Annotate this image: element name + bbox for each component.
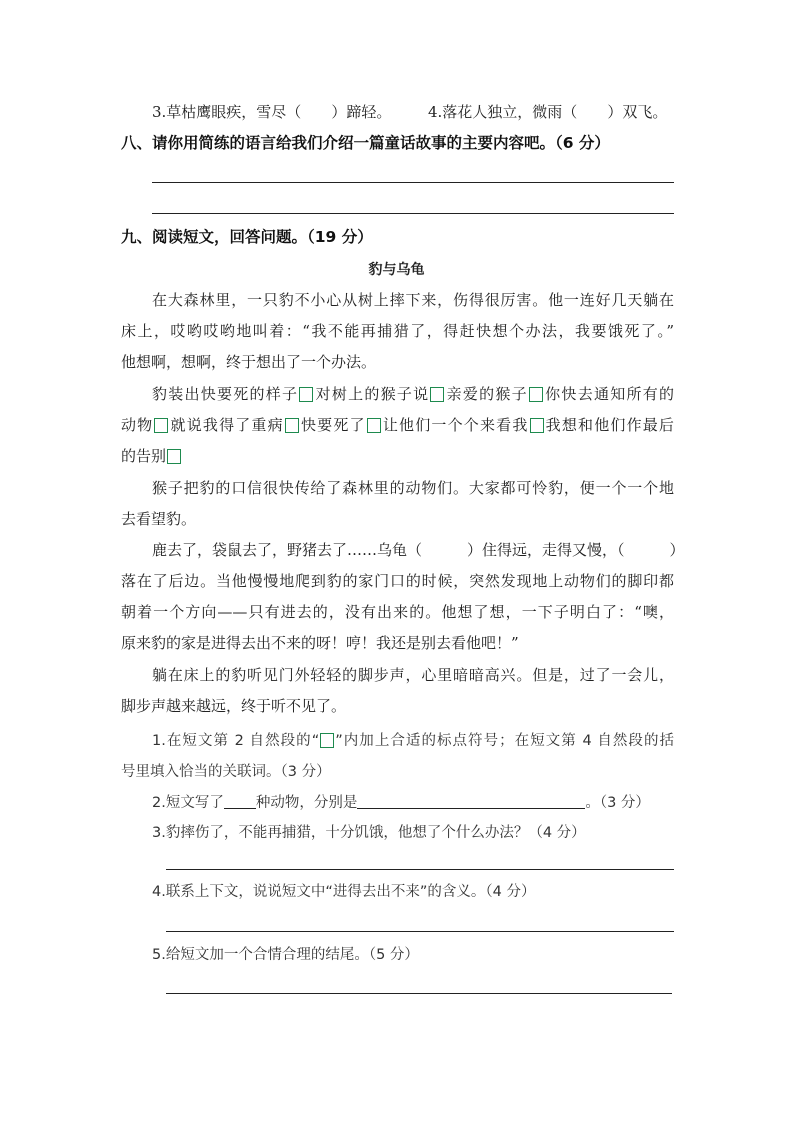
passage-line: 落在了后边。当他慢慢地爬到豹的家门口的时候，突然发现地上动物们的脚印都	[121, 572, 674, 590]
q1-text-b: ”内加上合适的标点符号；在短文第 4 自然段的括	[335, 733, 674, 749]
passage-text: 让他们一个个来看我	[381, 416, 529, 434]
punctuation-box[interactable]	[167, 449, 181, 464]
passage-line: 原来豹的家是进得去出不来的呀！哼！我还是别去看他吧！”	[121, 634, 519, 652]
punctuation-box[interactable]	[154, 418, 168, 433]
passage-text: 就说我得了重病	[169, 416, 284, 434]
passage-line	[152, 384, 674, 404]
q2-text-b: 种动物，分别是	[255, 795, 358, 811]
poem-line-4: 4.落花人独立，微雨（ ）双飞。	[428, 103, 668, 121]
passage-line: 脚步声越来越远，终于听不见了。	[121, 697, 347, 715]
passage-line: 在大森林里，一只豹不小心从树上摔下来，伤得很厉害。他一连好几天躺在	[152, 291, 674, 309]
animals-blank[interactable]	[357, 793, 585, 809]
question-1-line-2: 号里填入恰当的关联词。（3 分）	[121, 764, 331, 780]
passage-line: 他想啊，想啊，终于想出了一个办法。	[121, 353, 377, 371]
question-5: 5.给短文加一个合情合理的结尾。（5 分）	[152, 947, 419, 963]
answer-line[interactable]	[166, 993, 672, 994]
poem-line-3: 3.草枯鹰眼疾，雪尽（ ）蹄轻。	[152, 103, 392, 121]
punctuation-box[interactable]	[367, 418, 381, 433]
punctuation-box[interactable]	[430, 387, 444, 402]
question-3: 3.豹摔伤了，不能再捕猎，十分饥饿，他想了个什么办法？（4 分）	[152, 825, 586, 841]
passage-text: 豹装出快要死的样子	[152, 385, 299, 403]
punctuation-box[interactable]	[529, 387, 543, 402]
answer-line[interactable]	[166, 931, 674, 932]
passage-line: 朝着一个方向——只有进去的，没有出来的。他想了想，一下子明白了：“噢，	[121, 603, 674, 621]
passage-line: 猴子把豹的口信很快传给了森林里的动物们。大家都可怜豹，便一个一个地	[152, 479, 674, 497]
section-9-heading: 九、阅读短文，回答问题。（19 分）	[121, 228, 373, 246]
passage-line	[121, 446, 182, 466]
passage-line: 鹿去了，袋鼠去了，野猪去了……乌龟（ ）住得远，走得又慢，（ ）	[152, 541, 685, 559]
punctuation-box[interactable]	[320, 733, 334, 748]
section-8-heading: 八、请你用简练的语言给我们介绍一篇童话故事的主要内容吧。（6 分）	[121, 134, 610, 152]
passage-line: 床上，哎哟哎哟地叫着：“我不能再捕猎了，得赶快想个办法，我要饿死了。”	[121, 322, 674, 340]
punctuation-box[interactable]	[530, 418, 544, 433]
question-2	[152, 793, 650, 813]
passage-text: 我想和他们作最后	[544, 416, 674, 434]
passage-line: 躺在床上的豹听见门外轻轻的脚步声，心里暗暗高兴。但是，过了一会儿，	[152, 666, 674, 684]
answer-line[interactable]	[166, 869, 674, 870]
q2-text-c: 。（3 分）	[585, 795, 650, 811]
passage-text: 快要死了	[299, 416, 366, 434]
q1-text-a: 1.在短文第 2 自然段的“	[152, 733, 320, 749]
passage-line: 去看望豹。	[121, 510, 197, 528]
punctuation-box[interactable]	[285, 418, 299, 433]
passage-text: 动物	[121, 416, 154, 434]
count-blank[interactable]	[224, 793, 256, 809]
question-4: 4.联系上下文，说说短文中“进得去出不来”的含义。（4 分）	[152, 884, 536, 900]
punctuation-box[interactable]	[299, 387, 313, 402]
q2-text-a: 2.短文写了	[152, 795, 224, 811]
passage-text: 的告别	[121, 447, 167, 465]
question-1-line-1	[152, 731, 674, 751]
passage-text: 对树上的猴子说	[314, 385, 430, 403]
passage-text: 你快去通知所有的	[543, 385, 674, 403]
passage-line	[121, 415, 674, 435]
passage-title: 豹与乌龟	[368, 262, 425, 278]
answer-line[interactable]	[152, 182, 674, 183]
answer-line[interactable]	[152, 213, 674, 214]
passage-text: 亲爱的猴子	[445, 385, 528, 403]
